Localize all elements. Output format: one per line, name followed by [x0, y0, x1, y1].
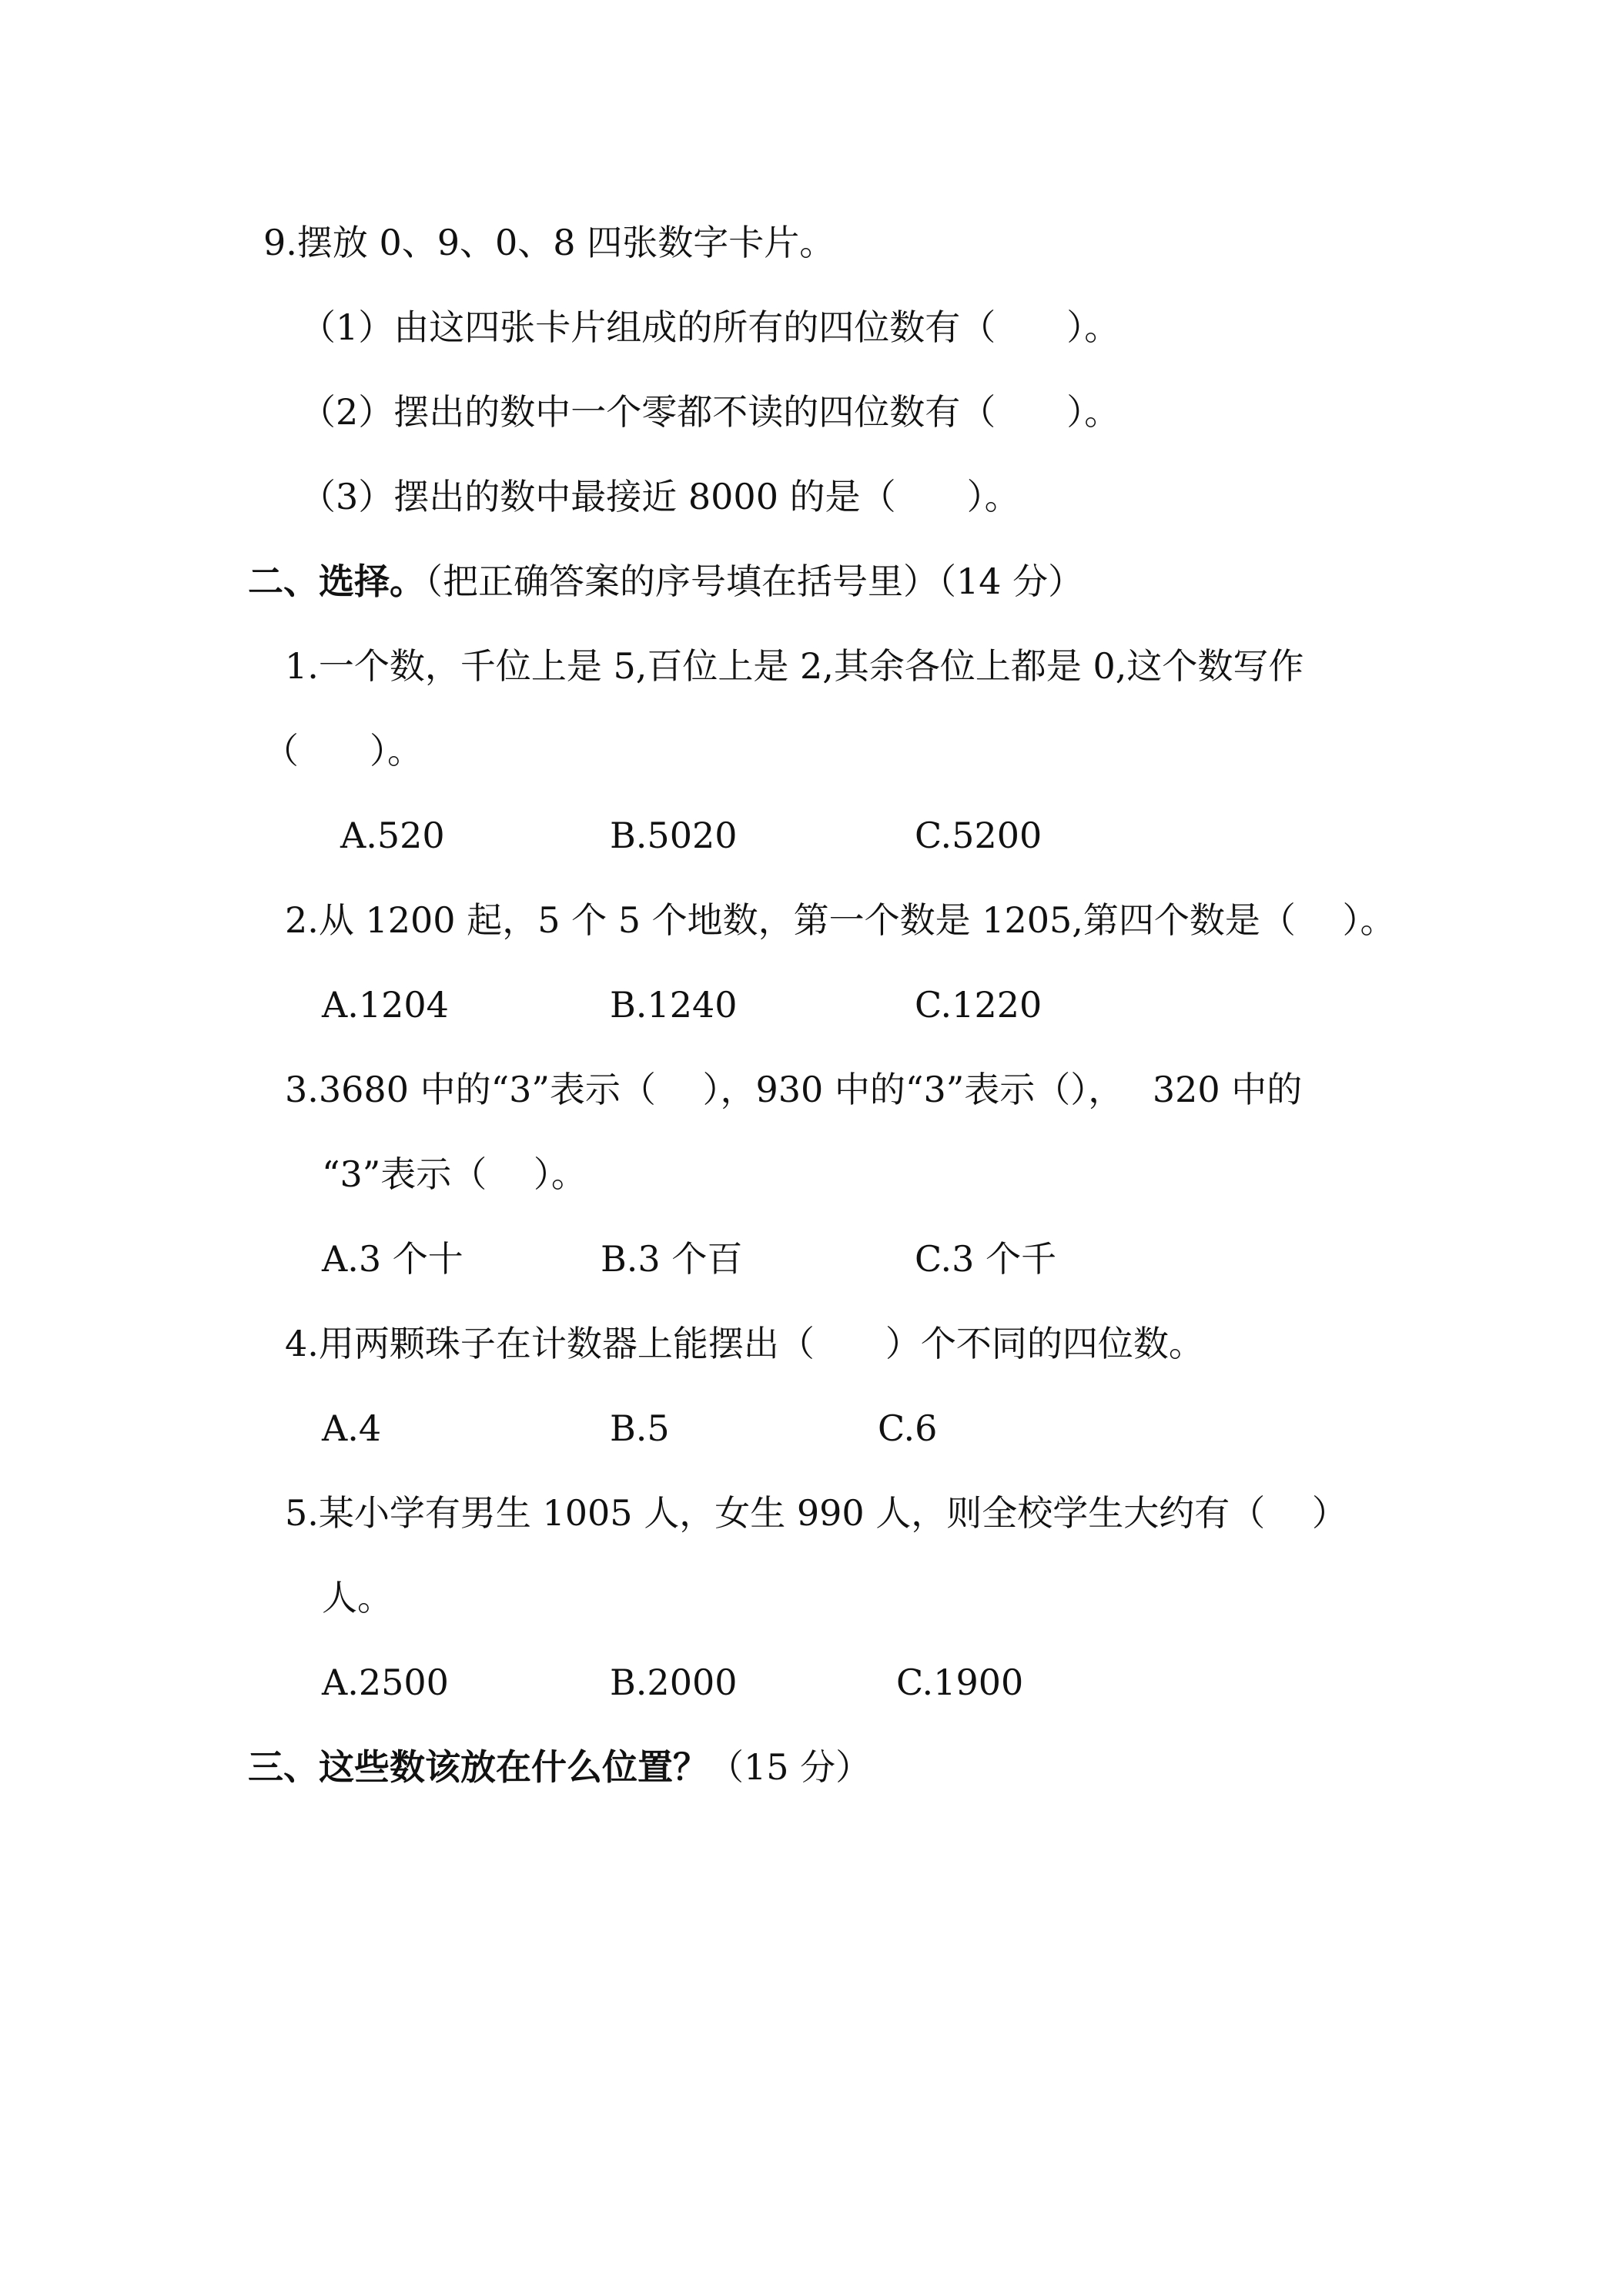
section2-note: （把正确答案的序号填在括号里）（14 分）	[425, 561, 1084, 602]
question-2-line-1: 2.从 1200 起，5 个 5 个地数，第一个数是 1205,第四个数是（ ）。	[285, 899, 1396, 941]
question-5-option-c: C.1900	[896, 1662, 1024, 1703]
section3-heading	[248, 1744, 871, 1790]
question-4-option-b: B.5	[610, 1407, 670, 1449]
question-5-line-1: 5.某小学有男生 1005 人，女生 990 人，则全校学生大约有（ ）	[285, 1492, 1347, 1534]
question-1-option-c: C.5200	[915, 815, 1042, 856]
section2-title: 二、选择。	[248, 561, 425, 602]
question-3-option-c: C.3 个千	[915, 1238, 1057, 1280]
question-3-option-a: A.3 个十	[322, 1238, 463, 1280]
section2-heading	[248, 558, 1083, 604]
q9-sub2: （2）摆出的数中一个零都不读的四位数有（ ）。	[300, 391, 1120, 433]
question-1-option-b: B.5020	[610, 815, 738, 856]
section3-title: 三、这些数该放在什么位置？	[248, 1746, 708, 1788]
question-1-line-2: （ ）。	[263, 730, 423, 771]
q9-stem: 9.摆放 0、9、0、8 四张数字卡片。	[263, 222, 835, 263]
q9-sub3: （3）摆出的数中最接近 8000 的是（ ）。	[300, 476, 1020, 517]
question-3-option-b: B.3 个百	[601, 1238, 743, 1280]
question-4-option-c: C.6	[878, 1407, 938, 1449]
question-1-line-1: 1.一个数，千位上是 5,百位上是 2,其余各位上都是 0,这个数写作	[285, 645, 1304, 687]
question-5-option-b: B.2000	[610, 1662, 738, 1703]
question-3-line-1: 3.3680 中的“3”表示（ ），930 中的“3”表示（）， 320 中的	[285, 1069, 1303, 1110]
question-5-line-2: 人。	[322, 1577, 393, 1618]
q9-sub1: （1）由这四张卡片组成的所有的四位数有（ ）。	[300, 306, 1120, 348]
question-5-option-a: A.2500	[322, 1662, 449, 1703]
question-1-option-a: A.520	[340, 815, 445, 856]
section3-note: （15 分）	[708, 1746, 872, 1788]
question-3-line-2: “3”表示（ ）。	[322, 1153, 587, 1195]
question-4-option-a: A.4	[322, 1407, 382, 1449]
question-2-option-b: B.1240	[610, 984, 738, 1026]
question-2-option-a: A.1204	[322, 984, 449, 1026]
question-4-line-1: 4.用两颗珠子在计数器上能摆出（ ）个不同的四位数。	[285, 1323, 1204, 1364]
question-2-option-c: C.1220	[915, 984, 1042, 1026]
